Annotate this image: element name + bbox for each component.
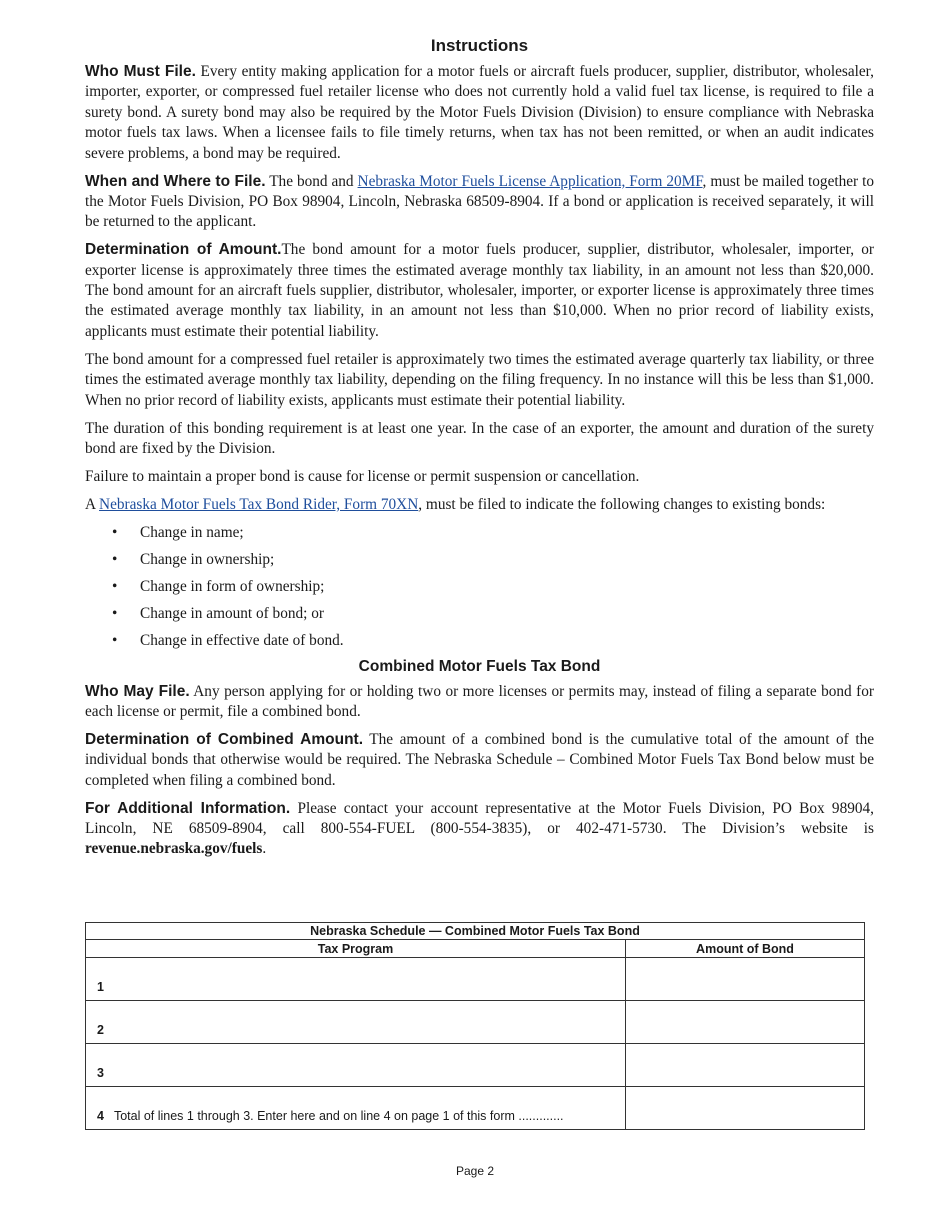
line-label: Total of lines 1 through 3. Enter here and on line 4 on page 1 of this form ............. (113, 1109, 564, 1123)
amount-column-header: Amount of Bond (626, 940, 865, 958)
additional-info-paragraph (85, 799, 874, 860)
compressed-fuel-paragraph: The bond amount for a compressed fuel retailer is approximately two times the estimated average quarterly tax liability, or three times the estimated average monthly tax liability, depending on the filing frequency. In no instance will this be less than $1,000. When no prior record of liability exists, applicants must estimate their potential liability. (85, 350, 874, 409)
list-item-text: Change in amount of bond; or (140, 604, 324, 622)
table-row (86, 958, 865, 1001)
bullet-icon: • (112, 577, 118, 595)
list-item (112, 523, 874, 543)
list-item (112, 577, 874, 597)
table-row (86, 1044, 865, 1087)
list-item (112, 631, 874, 651)
list-item-text: Change in ownership; (140, 550, 275, 568)
combined-amount-paragraph (85, 730, 874, 791)
list-item-text: Change in effective date of bond. (140, 631, 344, 649)
line-number: 3 (97, 1066, 104, 1080)
combined-bond-title: Combined Motor Fuels Tax Bond (358, 657, 601, 675)
amount-field-3[interactable] (626, 1044, 865, 1087)
amount-field-1[interactable] (626, 958, 865, 1001)
amount-field-total[interactable] (626, 1087, 865, 1130)
combined-amount-text: The amount of a combined bond is the cumulative total of the amount of the individual bonds that otherwise would be required. The Nebraska Schedule – Combined Motor Fuels Tax Bond below must be completed when filing a combined bond. (85, 730, 875, 789)
list-item (112, 604, 874, 624)
line-number: 1 (97, 980, 104, 994)
who-may-file-paragraph (85, 682, 874, 723)
instructions-content (85, 36, 874, 867)
schedule-title: Nebraska Schedule — Combined Motor Fuels Tax Bond (86, 923, 865, 940)
additional-info-heading: For Additional Information. (85, 799, 291, 817)
website-address: revenue.nebraska.gov/fuels (85, 840, 263, 858)
additional-info-text: Please contact your account representative at the Motor Fuels Division, PO Box 98904, Lincoln, NE 68509-8904, call 800-554-FUEL (800-554-3835), or 402-471-5730. The Division’s website is (85, 799, 874, 838)
who-must-file-text: Every entity making application for a motor fuels or aircraft fuels producer, supplier, distributor, wholesaler, importer, exporter, or compressed fuel retailer license who does not currently hold a valid fuel tax license, is required to file a surety bond. A surety bond may also be required by the Motor Fuels Division (Division) to ensure compliance with Nebraska motor fuels tax laws. When a licensee fails to file timely returns, when tax has not been remitted, or when an audit indicates severe problems, a bond may be required. (85, 63, 874, 162)
tax-program-column-header: Tax Program (86, 940, 626, 958)
rider-text-before: A (85, 495, 100, 513)
form-70xn-link[interactable]: Nebraska Motor Fuels Tax Bond Rider, Form 70XN (99, 495, 419, 513)
line-number: 4 (97, 1109, 104, 1123)
who-must-file-paragraph (85, 62, 874, 164)
when-where-text-before: The bond and (265, 172, 358, 190)
page-number: Page 2 (455, 1164, 495, 1178)
failure-paragraph: Failure to maintain a proper bond is cause for license or permit suspension or cancellation. (85, 467, 640, 485)
who-must-file-heading: Who Must File. (85, 63, 196, 80)
when-where-text-after: , must be mailed together to the Motor Fuels Division, PO Box 98904, Lincoln, Nebraska 68509-8904. If a bond or application is received separately, it will be returned to the applicant. (85, 172, 874, 231)
when-where-paragraph (85, 172, 874, 233)
total-line (86, 1087, 626, 1130)
list-item-text: Change in form of ownership; (140, 577, 325, 595)
tax-program-field-2[interactable] (86, 1001, 626, 1044)
table-row (86, 1087, 865, 1130)
form-20mf-link[interactable]: Nebraska Motor Fuels License Application, Form 20MF (357, 172, 703, 190)
duration-paragraph: The duration of this bonding requirement is at least one year. In the case of an exporter, the amount and duration of the surety bond are fixed by the Division. (85, 419, 874, 457)
rider-paragraph (85, 495, 874, 515)
tax-program-field-3[interactable] (86, 1044, 626, 1087)
changes-list (85, 523, 874, 651)
table-row (86, 1001, 865, 1044)
page-title: Instructions (430, 36, 529, 55)
tax-program-field-1[interactable] (86, 958, 626, 1001)
who-may-file-text: Any person applying for or holding two or more licenses or permits may, instead of filing a separate bond for each license or permit, file a combined bond. (85, 682, 874, 721)
combined-amount-heading: Determination of Combined Amount. (85, 730, 364, 748)
determination-heading: Determination of Amount. (85, 241, 282, 259)
bullet-icon: • (112, 523, 118, 541)
when-where-heading: When and Where to File. (85, 172, 266, 190)
bullet-icon: • (112, 604, 118, 622)
list-item-text: Change in name; (140, 523, 244, 541)
who-may-file-heading: Who May File. (85, 682, 190, 700)
line-number: 2 (97, 1023, 104, 1037)
rider-text-after: , must be filed to indicate the following changes to existing bonds: (418, 495, 826, 513)
amount-field-2[interactable] (626, 1001, 865, 1044)
combined-bond-schedule-table (85, 922, 865, 1130)
determination-text: The bond amount for a motor fuels producer, supplier, distributor, wholesaler, importer, or exporter license is approximately three times the estimated average monthly tax liability, in an amount not less than $20,000. The bond amount for an aircraft fuels supplier, distributor, wholesaler, importer, or exporter license is approximately three times the estimated average monthly tax liability, in an amount not less than $10,000. When no prior record of liability exists, applicants must estimate their potential liability. (85, 241, 874, 340)
list-item (112, 550, 874, 570)
bullet-icon: • (112, 631, 118, 649)
bullet-icon: • (112, 550, 118, 568)
additional-info-end: . (262, 840, 267, 858)
determination-paragraph (85, 240, 874, 342)
